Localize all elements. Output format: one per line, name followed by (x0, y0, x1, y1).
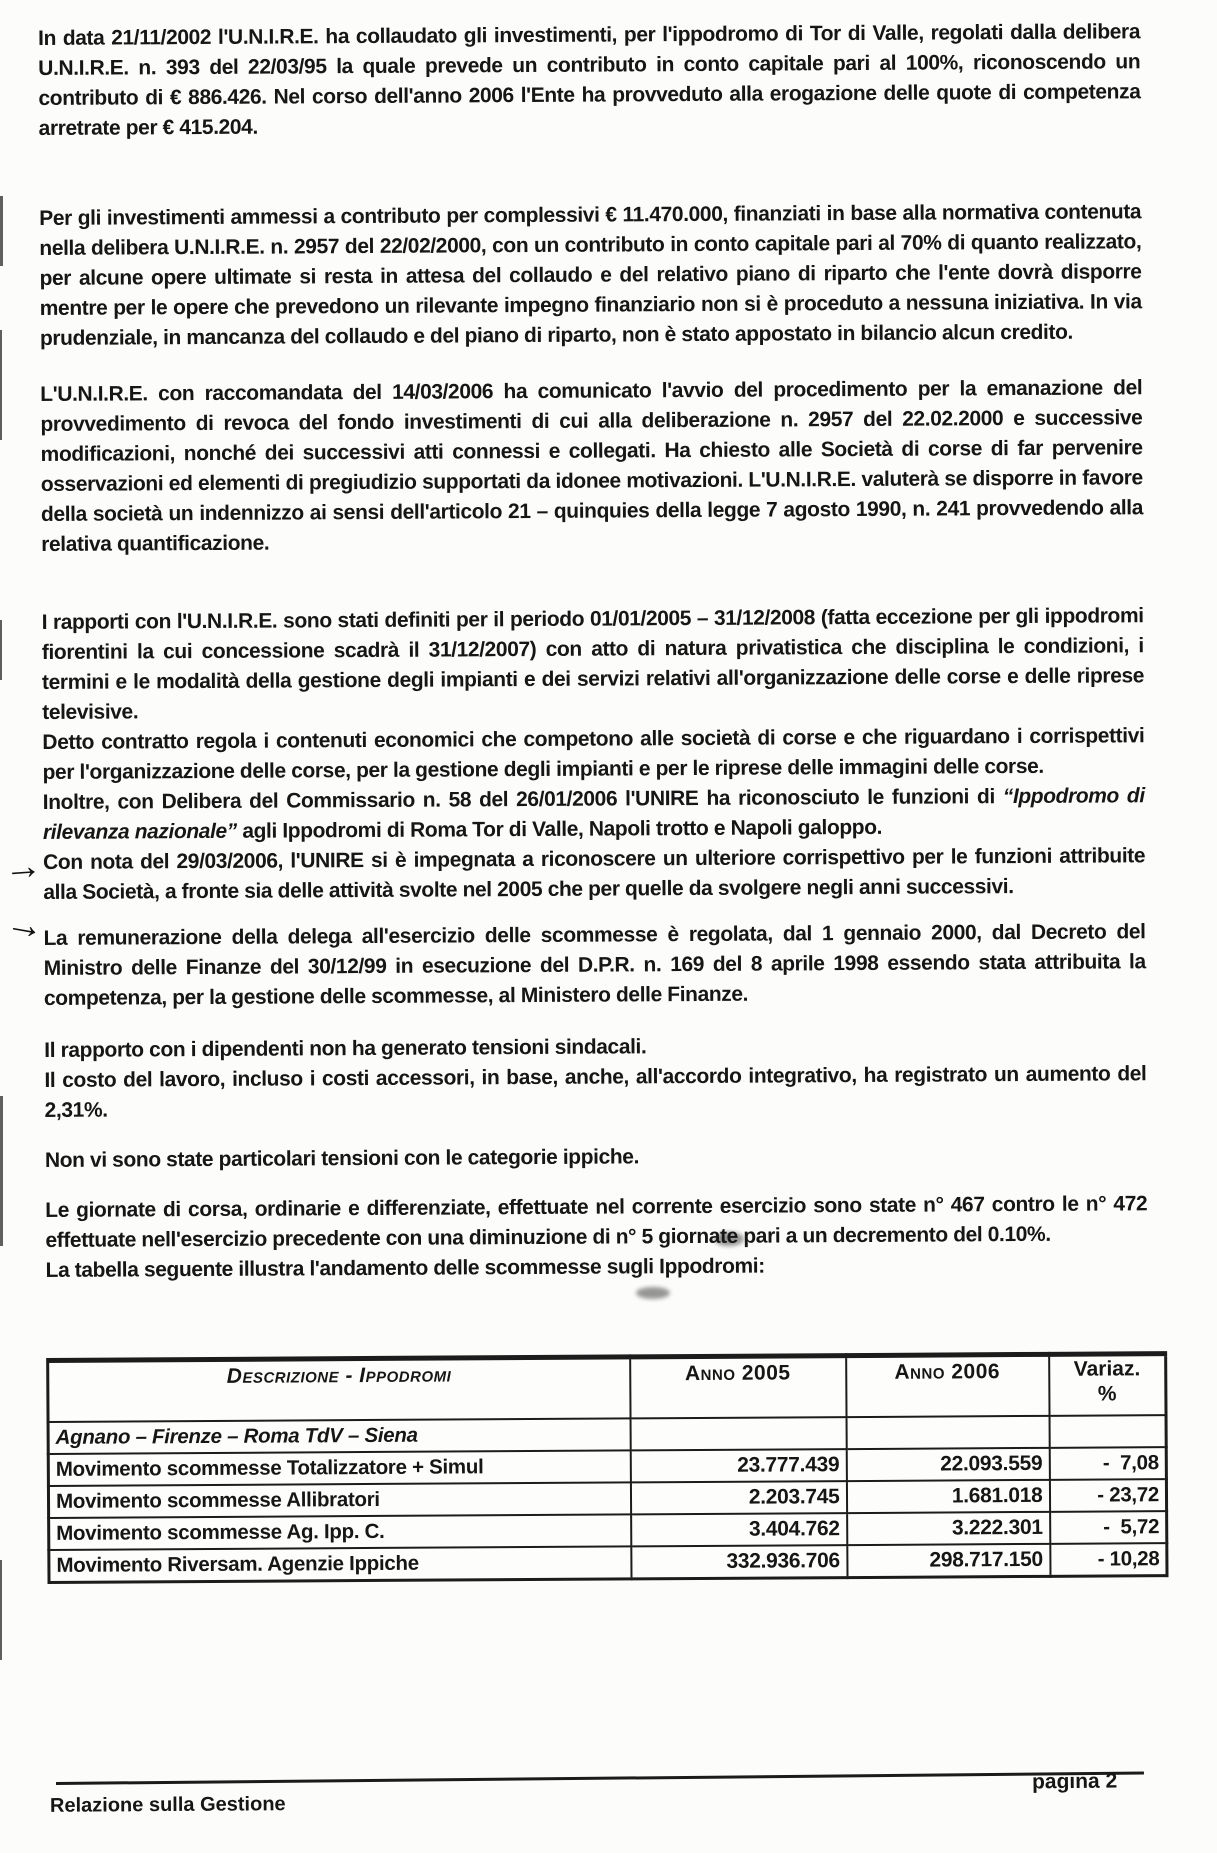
scan-artifact (0, 620, 2, 680)
paragraph-collaudo-investimenti: In data 21/11/2002 l'U.N.I.R.E. ha collaudato gli investimenti, per l'ippodromo di Tor di Valle, regolati dalla delibera U.N.I.R.E. n. 393 del 22/03/95 la quale prevede un contributo in conto capitale pari al 100%, riconoscendo un contributo di € 886.426. Nel corso dell'anno 2006 l'Ente ha provveduto alla erogazione delle quote di competenza arretrate per € 415.204. (38, 20, 1141, 140)
group-row-empty-cell (1049, 1415, 1166, 1448)
value-anno-2005: 23.777.439 (630, 1449, 846, 1482)
document-text-block (38, 17, 1160, 1584)
paragraph-rapporti-unire (42, 601, 1146, 908)
paragraph-investimenti-ammessi: Per gli investimenti ammessi a contributo per complessivi € 11.470.000, finanziati in base alla normativa contenuta nella delibera U.N.I.R.E. n. 2957 del 22/02/2000, con un contributo in conto capitale pari al 70% di quanto realizzato, per alcune opere ultimate si resta in attesa del collaudo e del relativo piano di riparto che l'ente dovrà disporre mentre per le opere che prevedono un rilevante impegno finanziario non si è proceduto a nessuna iniziativa. In via prudenziale, in mancanza del collaudo e del piano di riparto, non è stato appostato in bilancio alcun credito. (39, 200, 1142, 350)
ink-smudge (636, 1287, 670, 1299)
value-anno-2005: 332.936.706 (631, 1545, 847, 1579)
value-anno-2006: 3.222.301 (847, 1512, 1050, 1545)
scommesse-table (46, 1351, 1168, 1584)
handwritten-margin-arrow-icon: → (2, 901, 48, 949)
scan-artifact (0, 1560, 2, 1660)
row-label: Movimento scommesse Totalizzatore + Simul (48, 1450, 630, 1486)
col-header-descrizione-ippodromi: Descrizione - Ippodromi (48, 1357, 630, 1422)
scan-artifact (0, 196, 3, 266)
col-header-anno-2005: Anno 2005 (630, 1356, 846, 1419)
value-anno-2006: 298.717.150 (847, 1544, 1050, 1578)
table-row (49, 1543, 1167, 1582)
paragraph-tensioni-ippiche: Non vi sono state particolari tensioni con le categorie ippiche. (44, 1145, 640, 1172)
paragraph-remunerazione-delega: La remunerazione della delega all'esercizio delle scommesse è regolata, dal 1 gennaio 2000, dal Decreto del Ministro delle Finanze del 30/12/99 in esecuzione del D.P.R. n. 169 del 8 aprile 1998 essendo stata attribuita la competenza, per la gestione delle scommesse, al Ministero delle Finanze. (43, 920, 1146, 1010)
row-label: Movimento scommesse Ag. Ipp. C. (49, 1514, 631, 1550)
ink-smudge (714, 1232, 744, 1246)
scan-artifact (0, 330, 2, 440)
value-anno-2006: 1.681.018 (846, 1480, 1049, 1513)
footer-title: Relazione sulla Gestione (49, 1793, 286, 1817)
handwritten-margin-arrow-icon: → (2, 844, 44, 890)
row-label: Movimento scommesse Allibratori (48, 1482, 630, 1518)
group-row-empty-cell (630, 1417, 846, 1450)
footer-divider (56, 1772, 1144, 1785)
paragraph-giornate-di-corsa: Le giornate di corsa, ordinarie e differenziate, effettuate nel corrente esercizio sono state n° 467 contro le n° 472 effettuate nell'esercizio precedente con una diminuzione di n° 5 giornate pari a un decremento del 0.10%. La tabella seguente illustra l'andamento delle scommesse sugli Ippodromi: (45, 1192, 1148, 1282)
col-header-variaz-percent: Variaz. % (1049, 1354, 1166, 1416)
value-anno-2006: 22.093.559 (846, 1448, 1049, 1481)
value-variaz: - 23,72 (1049, 1479, 1166, 1512)
paragraph-raccomandata-revoca: L'U.N.I.R.E. con raccomandata del 14/03/2006 ha comunicato l'avvio del procedimento per la emanazione del provvedimento di revoca del fondo investimenti di cui alla deliberazione n. 2957 del 22.02.2000 e successive modificazioni, nonché dei successivi atti connessi e collegati. Ha chiesto alle Società di corse di far pervenire osservazioni ed elementi di pregiudizio supportati da idonee motivazioni. L'U.N.I.R.E. valuterà se disporre in favore della società un indennizzo ai sensi dell'articolo 21 – quinquies della legge 7 agosto 1990, n. 241 provvedendo alla relativa quantificazione. (40, 376, 1144, 556)
paragraph-rapporti-unire-text: I rapporti con l'U.N.I.R.E. sono stati definiti per il periodo 01/01/2005 – 31/12/2008 (fatta eccezione per gli ippodromi fiorentini la cui concessione scadrà il 31/12/2007) con atto di natura privatistica che disciplina le condizioni, i termini e le modalità della gestione degli impianti e dei servizi relativi all'organizzazione delle corse e delle riprese televisive. Detto contratto regola i contenuti economici che competono alle società di corse e che riguardano i corrispettivi per l'organizzazione delle corse, per la gestione degli impianti e per le riprese delle immagini delle corse. Inoltre, con Delibera del Commissario n. 58 del 26/01/2006 l'UNIRE ha riconosciuto le funzioni di (41, 604, 1145, 814)
group-row-empty-cell (846, 1416, 1049, 1449)
value-variaz: - 7,08 (1049, 1447, 1166, 1480)
value-anno-2005: 2.203.745 (630, 1481, 846, 1514)
paragraph-rapporto-dipendenti: Il rapporto con i dipendenti non ha generato tensioni sindacali. Il costo del lavoro, incluso i costi accessori, in base, anche, all'accordo integrativo, ha registrato un aumento del 2,31%. (44, 1035, 1147, 1122)
group-row-label: Agnano – Firenze – Roma TdV – Siena (48, 1418, 630, 1454)
row-label: Movimento Riversam. Agenzie Ippiche (49, 1546, 631, 1582)
value-anno-2005: 3.404.762 (631, 1513, 847, 1546)
value-variaz: - 5,72 (1050, 1511, 1167, 1544)
scommesse-table-container (46, 1351, 1160, 1584)
paragraph-rapporti-unire-continuation: agli Ippodromi di Roma Tor di Valle, Napoli trotto e Napoli galoppo. Con nota del 29/03/2006, l'UNIRE si è impegnata a riconoscere un ulteriore corrispettivo per le funzioni attribuite alla Società, a fronte sia delle attività svolte nel 2005 che per quelle da svolgere negli anni successivi. (43, 815, 1146, 904)
rilevanza-nazionale-emphasis: “Ippodromo di rilevanza nazionale” (42, 784, 1145, 844)
value-variaz: - 10,28 (1050, 1543, 1167, 1576)
col-header-anno-2006: Anno 2006 (846, 1354, 1049, 1417)
table-header-row (48, 1354, 1166, 1422)
footer-page-number: pagina 2 (1031, 1769, 1118, 1794)
scan-artifact (0, 1096, 3, 1246)
